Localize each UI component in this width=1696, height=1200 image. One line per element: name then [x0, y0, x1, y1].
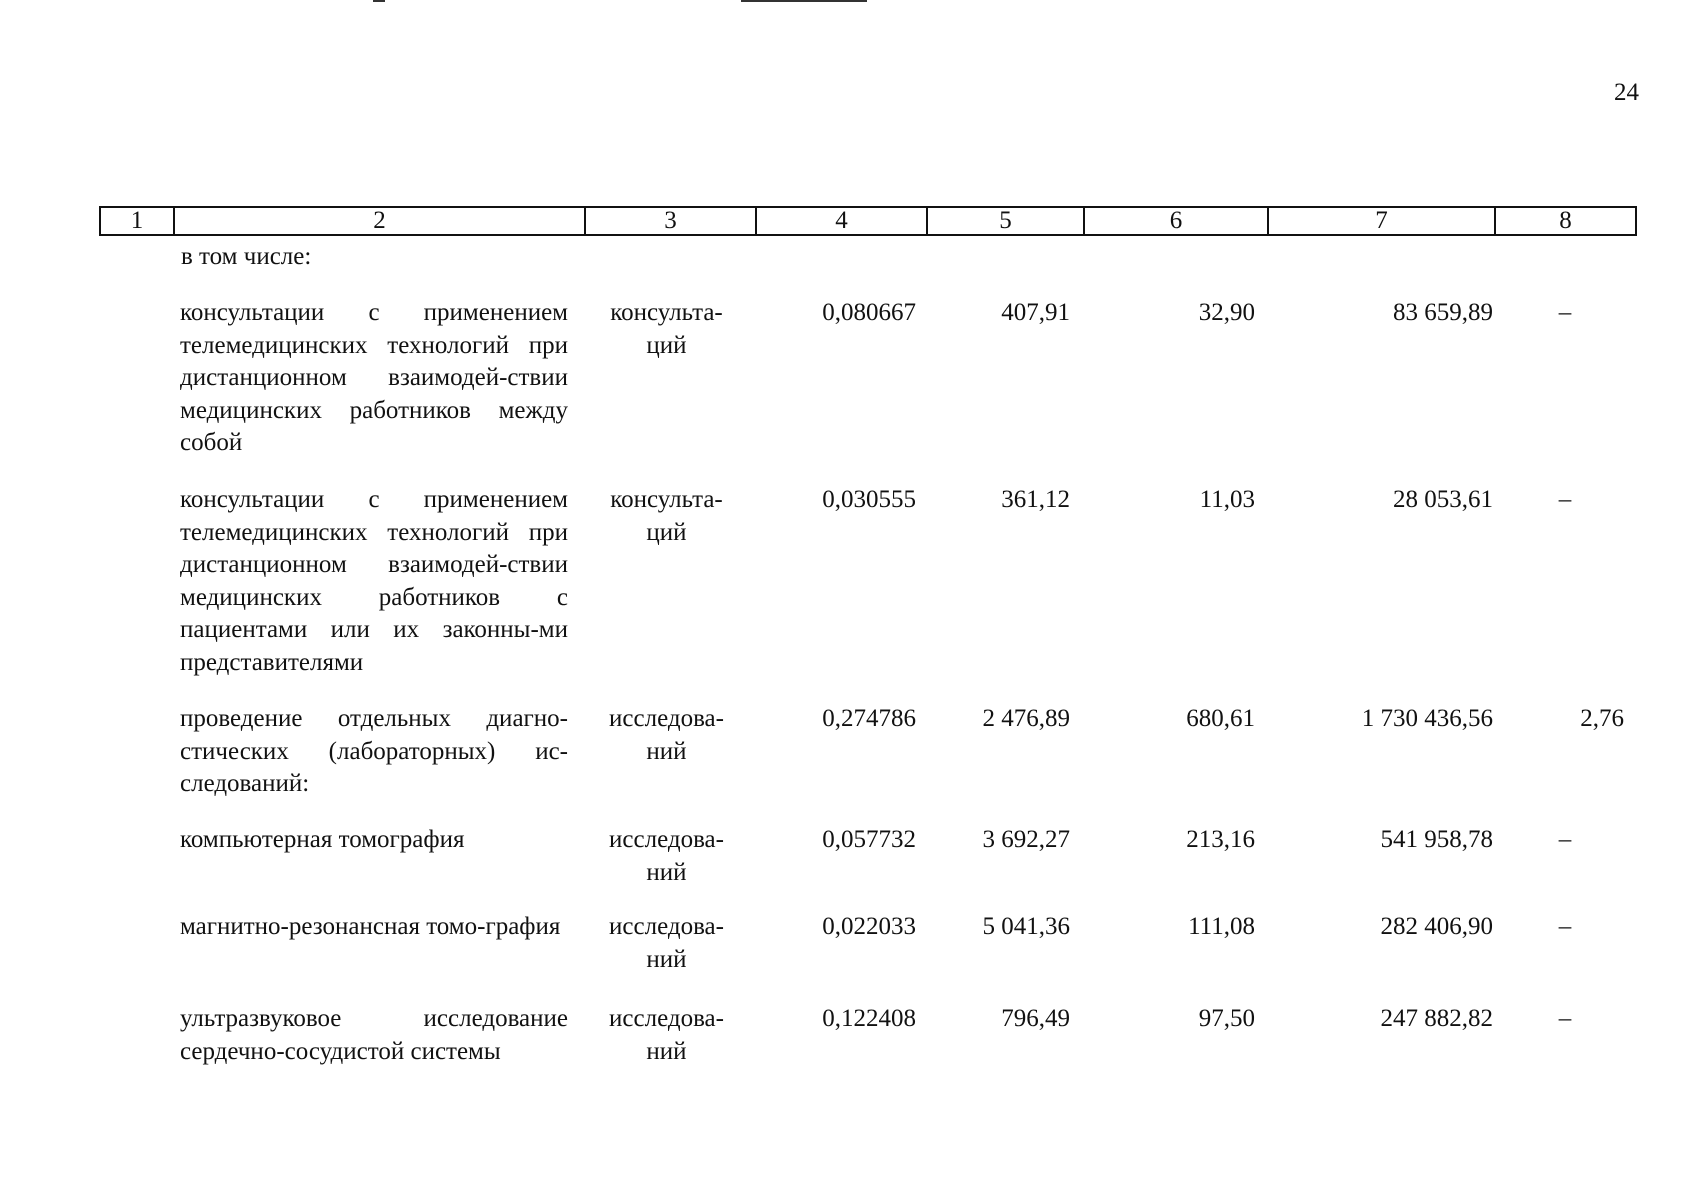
header-cell-4: 4	[755, 208, 926, 234]
service-name: ультразвуковое исследование сердечно-сосудистой системы	[180, 1005, 568, 1065]
value-col-5: 2 476,89	[982, 705, 1070, 732]
service-name: консультации с применением телемедицинских технологий при дистанционном взаимодей-ствии медицинских работников между собой	[180, 299, 568, 456]
value-col-8: –	[1558, 826, 1572, 853]
value-col-7: 282 406,90	[1380, 913, 1493, 940]
service-name: проведение отдельных диагно-стических (лабораторных) ис-следований:	[180, 705, 568, 797]
header-cell-8: 8	[1494, 208, 1635, 234]
value-col-6: 97,50	[1198, 1005, 1255, 1032]
unit-of-measure: консульта-ций	[610, 486, 723, 546]
value-col-5: 361,12	[1001, 486, 1070, 513]
value-col-4: 0,080667	[822, 299, 916, 326]
table-subheading: в том числе:	[181, 243, 312, 270]
value-col-7: 1 730 436,56	[1361, 705, 1493, 732]
value-col-4: 0,022033	[822, 913, 916, 940]
value-col-7: 83 659,89	[1393, 299, 1493, 326]
service-name: магнитно-резонансная томо-графия	[180, 913, 561, 940]
table-header-row	[99, 206, 1637, 236]
value-col-6: 11,03	[1199, 486, 1255, 513]
header-cell-6: 6	[1083, 208, 1267, 234]
header-cell-3: 3	[584, 208, 755, 234]
value-col-4: 0,030555	[822, 486, 916, 513]
value-col-7: 541 958,78	[1380, 826, 1493, 853]
service-name: консультации с применением телемедицинских технологий при дистанционном взаимодей-ствии медицинских работников с пациентами или их законны-ми представителями	[180, 486, 568, 676]
header-cell-1: 1	[130, 207, 144, 234]
unit-of-measure: исследова-ний	[609, 826, 724, 886]
value-col-5: 5 041,36	[982, 913, 1070, 940]
value-col-6: 213,16	[1186, 826, 1255, 853]
value-col-8: –	[1558, 1005, 1572, 1032]
value-col-5: 796,49	[1001, 1005, 1070, 1032]
value-col-4: 0,057732	[822, 826, 916, 853]
unit-of-measure: исследова-ний	[609, 1005, 724, 1065]
unit-of-measure: исследова-ний	[609, 705, 724, 765]
page-number: 24	[1614, 79, 1639, 106]
header-cell-7: 7	[1267, 208, 1494, 234]
scan-artifact-line	[741, 0, 867, 2]
header-cell-2: 2	[173, 208, 584, 234]
scan-artifact-dash	[373, 0, 385, 2]
value-col-8: –	[1558, 486, 1572, 513]
value-col-6: 680,61	[1186, 705, 1255, 732]
service-name: компьютерная томография	[180, 826, 465, 853]
value-col-7: 28 053,61	[1393, 486, 1493, 513]
value-col-8: 2,76	[1580, 705, 1624, 732]
value-col-6: 32,90	[1198, 299, 1255, 326]
value-col-5: 407,91	[1001, 299, 1070, 326]
value-col-4: 0,274786	[822, 705, 916, 732]
value-col-6: 111,08	[1188, 913, 1255, 940]
value-col-4: 0,122408	[822, 1005, 916, 1032]
value-col-5: 3 692,27	[982, 826, 1070, 853]
unit-of-measure: консульта-ций	[610, 299, 723, 359]
header-cell-5: 5	[926, 208, 1083, 234]
value-col-8: –	[1558, 299, 1572, 326]
value-col-7: 247 882,82	[1380, 1005, 1493, 1032]
value-col-8: –	[1558, 913, 1572, 940]
unit-of-measure: исследова-ний	[609, 913, 724, 973]
